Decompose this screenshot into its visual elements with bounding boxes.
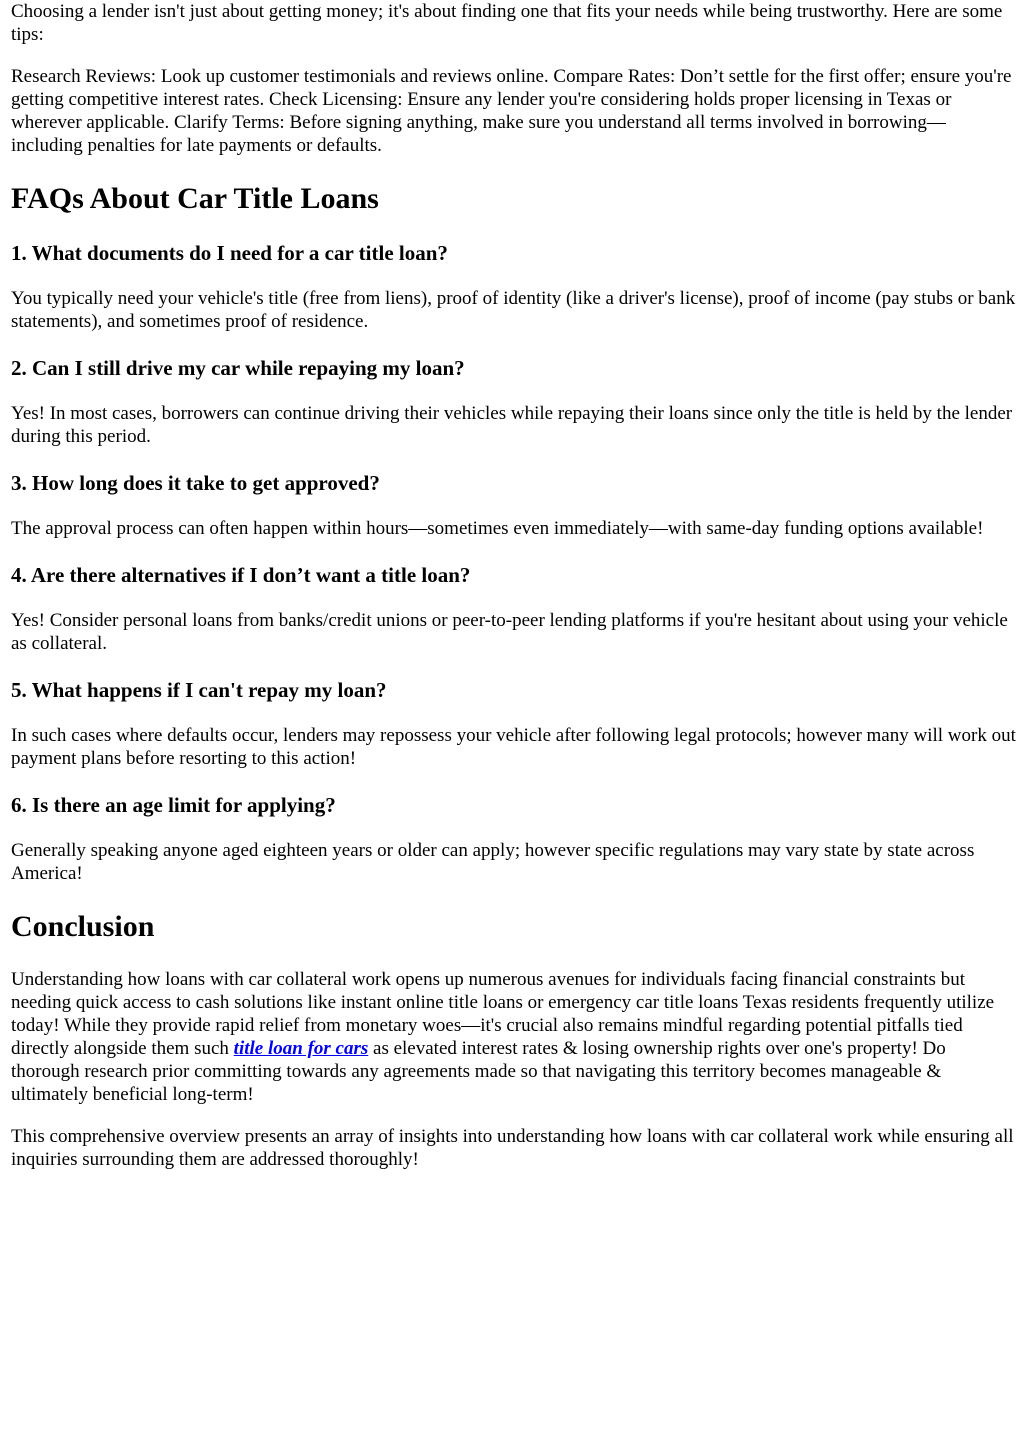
faq-question: 5. What happens if I can't repay my loan? xyxy=(11,678,387,702)
faq-question: 2. Can I still drive my car while repaying my loan? xyxy=(11,356,465,380)
intro-paragraph-tips: Choosing a lender isn't just about getting money; it's about finding one that fits your needs while being trustworthy. Here are some tips: xyxy=(11,1,1003,45)
faq-answer: The approval process can often happen within hours—sometimes even immediately—with same-day funding options available! xyxy=(11,518,984,539)
faq-answer: You typically need your vehicle's title (free from liens), proof of identity (like a driver's license), proof of income (pay stubs or bank statements), and sometimes proof of residence. xyxy=(11,288,1016,332)
faq-answer: Yes! In most cases, borrowers can continue driving their vehicles while repaying their loans since only the title is held by the lender during this period. xyxy=(11,403,1013,447)
conclusion-text-after-link: as elevated interest rates & losing ownership rights over one's property! Do thorough research prior committing towards any agreements made so that navigating this territory becomes manageable & ultimately beneficial long-term! xyxy=(11,1038,946,1105)
conclusion-heading: Conclusion xyxy=(11,910,155,943)
faq-question: 3. How long does it take to get approved? xyxy=(11,471,380,495)
summary-paragraph: This comprehensive overview presents an array of insights into understanding how loans with car collateral work while ensuring all inquiries surrounding them are addressed thoroughly! xyxy=(11,1126,1014,1170)
intro-paragraph-lender-checklist: Research Reviews: Look up customer testimonials and reviews online. Compare Rates: Don’t settle for the first offer; ensure you're getting competitive interest rates. Check Licensing: Ensure any lender you're considering holds proper licensing in Texas or wherever applicable. Clarify Terms: Before signing anything, make sure you understand all terms involved in borrowing—including penalties for late payments or defaults. xyxy=(11,66,1012,156)
title-loan-for-cars-link[interactable]: title loan for cars xyxy=(233,1038,369,1059)
faq-question: 1. What documents do I need for a car title loan? xyxy=(11,241,448,265)
faq-heading: FAQs About Car Title Loans xyxy=(11,182,379,215)
conclusion-text-before-link: Understanding how loans with car collateral work opens up numerous avenues for individuals facing financial constraints but needing quick access to cash solutions like instant online title loans or emergency car title loans Texas residents frequently utilize today! While they provide rapid relief from monetary woes—it's crucial also remains mindful regarding potential pitfalls tied directly alongside them such xyxy=(11,969,995,1059)
conclusion-paragraph xyxy=(11,968,1016,1106)
faq-answer: Yes! Consider personal loans from banks/credit unions or peer-to-peer lending platforms if you're hesitant about using your vehicle as collateral. xyxy=(11,610,1008,654)
faq-answer: In such cases where defaults occur, lenders may repossess your vehicle after following legal protocols; however many will work out payment plans before resorting to this action! xyxy=(11,725,1016,769)
faq-question: 6. Is there an age limit for applying? xyxy=(11,793,336,817)
faq-answer: Generally speaking anyone aged eighteen years or older can apply; however specific regulations may vary state by state across America! xyxy=(11,840,975,884)
faq-question: 4. Are there alternatives if I don’t want a title loan? xyxy=(11,563,471,587)
